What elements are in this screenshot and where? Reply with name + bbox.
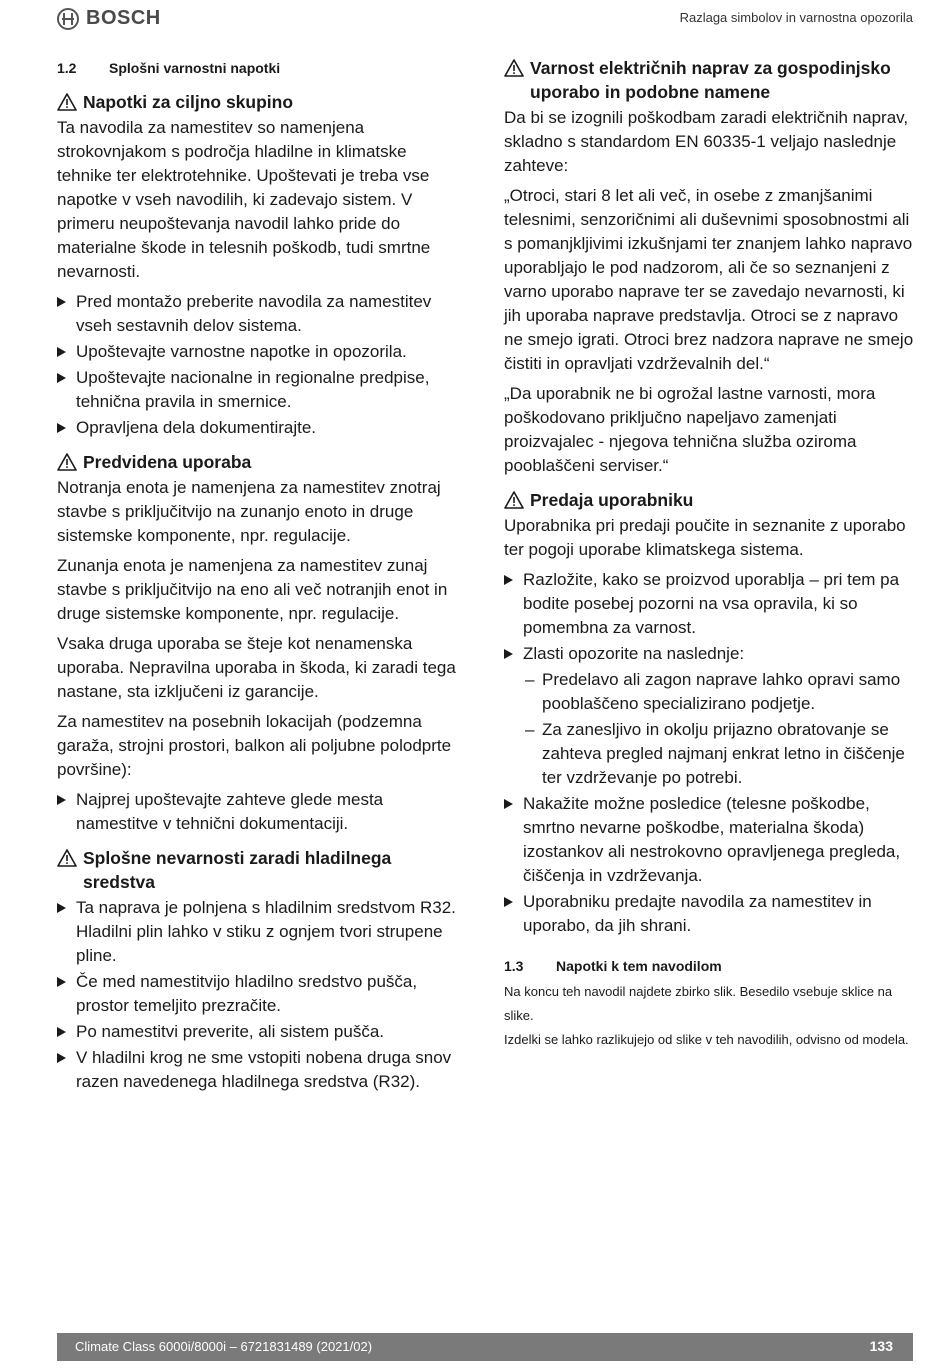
- step-item: Upoštevajte varnostne napotke in opozorila.: [57, 340, 457, 364]
- step-item: Opravljena dela dokumentirajte.: [57, 416, 457, 440]
- arrow-right-icon: [57, 373, 66, 383]
- brand-name: BOSCH: [86, 7, 161, 29]
- step-list: [57, 290, 457, 440]
- section-heading-1-2: [57, 56, 457, 80]
- section-number: 1.2: [57, 60, 77, 76]
- step-item: Zlasti opozorite na naslednje: – Predelavo ali zagon naprave lahko opravi samo pooblaščeno specializirano podjetje. – Za zanesljivo in okolju prijazno obratovanje se zahteva pregled najmanj enkrat letno in čiščenje ter vzdrževanje po potrebi.: [504, 642, 914, 790]
- arrow-right-icon: [57, 1027, 66, 1037]
- footer-doc-id: Climate Class 6000i/8000i – 6721831489 (2021/02): [75, 1339, 373, 1354]
- bosch-armature-icon: [57, 8, 79, 30]
- warning-heading-intended-use: [57, 450, 457, 474]
- arrow-right-icon: [57, 795, 66, 805]
- arrow-right-icon: [504, 799, 513, 809]
- paragraph: Uporabnika pri predaji poučite in seznanite z uporabo ter pogoji uporabe klimatskega sistema.: [504, 516, 906, 559]
- step-item: Upoštevajte nacionalne in regionalne predpise, tehnična pravila in smernice.: [57, 366, 457, 414]
- arrow-right-icon: [504, 575, 513, 585]
- note-line: Izdelki se lahko razlikujejo od slike v teh navodilih, odvisno od modela.: [504, 1032, 909, 1047]
- paragraph: Zunanja enota je namenjena za namestitev zunaj stavbe s priključitvijo na eno ali več notranjih enot in druge sistemske komponente, npr. regulacije.: [57, 556, 448, 623]
- warning-triangle-icon: [57, 849, 77, 867]
- brand-logo: [57, 7, 161, 30]
- arrow-right-icon: [57, 423, 66, 433]
- section-number: 1.3: [504, 958, 524, 974]
- warning-triangle-icon: [57, 93, 77, 111]
- warning-triangle-icon: [504, 59, 524, 77]
- heading-text: Splošne nevarnosti zaradi hladilnega sredstva: [83, 848, 392, 892]
- step-list: [57, 896, 457, 1094]
- section-title: Napotki k tem navodilom: [556, 958, 722, 974]
- paragraph: „Da uporabnik ne bi ogrožal lastne varnosti, mora poškodovano priključno napeljavo zamenjati proizvajalec - njegova tehnična služba oziroma pooblaščeni serviser.“: [504, 384, 876, 475]
- warning-heading-refrigerant: [57, 846, 457, 894]
- step-item: Najprej upoštevajte zahteve glede mesta namestitve v tehnični dokumentaciji.: [57, 788, 457, 836]
- warning-heading-target-group: [57, 90, 457, 114]
- dash-item: – Predelavo ali zagon naprave lahko opravi samo pooblaščeno specializirano podjetje.: [525, 670, 901, 713]
- step-item: Ta naprava je polnjena s hladilnim sredstvom R32. Hladilni plin lahko v stiku z ognjem tvori strupene pline.: [57, 896, 457, 968]
- arrow-right-icon: [57, 1053, 66, 1063]
- page-number: 133: [869, 1338, 893, 1354]
- dash-list: [523, 668, 914, 790]
- header-section-title: Razlaga simbolov in varnostna opozorila: [679, 10, 913, 25]
- paragraph: Ta navodila za namestitev so namenjena strokovnjakom s področja hladilne in klimatske tehnike ter elektrotehnike. Upoštevati je treba vse napotke v vseh navodilih, ki zadevajo sistem. V primeru neupoštevanja navodil lahko pride do materialne škode in telesnih poškodb, tudi smrtne nevarnosti.: [57, 118, 431, 281]
- paragraph: „Otroci, stari 8 let ali več, in osebe z zmanjšanimi telesnimi, senzoričnimi ali duševnimi sposobnostmi ali s pomanjkljivimi izkušnjami ter znanjem lahko napravo uporabljajo le pod nadzorom, ali če so seznanjeni z varno uporabo naprave ter se zavedajo nevarnosti, ki jih uporaba naprave predstavlja. Otroci se z napravo ne smejo igrati. Otroci brez nadzora naprave ne smejo čistiti in opravljati vzdrževalnih del.“: [504, 186, 914, 373]
- left-column: [57, 56, 457, 1100]
- heading-text: Predvidena uporaba: [83, 452, 252, 472]
- arrow-right-icon: [57, 977, 66, 987]
- heading-text: Napotki za ciljno skupino: [83, 92, 294, 112]
- step-item: Uporabniku predajte navodila za namestitev in uporabo, da jih shrani.: [504, 890, 914, 938]
- step-list: [504, 568, 914, 938]
- warning-triangle-icon: [504, 491, 524, 509]
- heading-text: Predaja uporabniku: [530, 490, 694, 510]
- arrow-right-icon: [504, 649, 513, 659]
- heading-text: Varnost električnih naprav za gospodinjsko uporabo in podobne namene: [530, 58, 891, 102]
- section-title: Splošni varnostni napotki: [109, 60, 281, 76]
- warning-heading-handover: [504, 488, 914, 512]
- section-heading-1-3: [504, 954, 914, 978]
- page-header: [0, 0, 950, 40]
- paragraph: Notranja enota je namenjena za namestitev znotraj stavbe s priključitvijo na zunanjo enoto in druge sistemske komponente, npr. regulacije.: [57, 478, 441, 545]
- paragraph: Da bi se izognili poškodbam zaradi električnih naprav, skladno s standardom EN 60335-1 veljajo naslednje zahteve:: [504, 108, 909, 175]
- arrow-right-icon: [504, 897, 513, 907]
- step-item: Razložite, kako se proizvod uporablja – pri tem pa bodite posebej pozorni na vsa opravila, ki so pomembna za varnost.: [504, 568, 914, 640]
- step-list: [57, 788, 457, 836]
- right-column: [504, 56, 914, 1052]
- step-item: Po namestitvi preverite, ali sistem pušča.: [57, 1020, 457, 1044]
- paragraph: Vsaka druga uporaba se šteje kot nenamenska uporaba. Nepravilna uporaba in škoda, ki zaradi tega nastane, sta izključeni iz garancije.: [57, 634, 456, 701]
- paragraph: Za namestitev na posebnih lokacijah (podzemna garaža, strojni prostori, balkon ali poljubne polodprte površine):: [57, 712, 452, 779]
- step-item: Nakažite možne posledice (telesne poškodbe, smrtno nevarne poškodbe, materialna škoda) izostankov ali nestrokovno opravljenega pregleda, čiščenja in vzdrževanja.: [504, 792, 914, 888]
- note-line: Na koncu teh navodil najdete zbirko slik. Besedilo vsebuje sklice na slike.: [504, 984, 893, 1023]
- step-item: Če med namestitvijo hladilno sredstvo pušča, prostor temeljito prezračite.: [57, 970, 457, 1018]
- step-item: V hladilni krog ne sme vstopiti nobena druga snov razen navedenega hladilnega sredstva (R32).: [57, 1046, 457, 1094]
- arrow-right-icon: [57, 903, 66, 913]
- arrow-right-icon: [57, 297, 66, 307]
- arrow-right-icon: [57, 347, 66, 357]
- warning-heading-appliances: [504, 56, 914, 104]
- dash-item: – Za zanesljivo in okolju prijazno obratovanje se zahteva pregled najmanj enkrat letno in čiščenje ter vzdrževanje po potrebi.: [525, 720, 905, 787]
- step-item: Pred montažo preberite navodila za namestitev vseh sestavnih delov sistema.: [57, 290, 457, 338]
- page-footer: [57, 1333, 913, 1361]
- warning-triangle-icon: [57, 453, 77, 471]
